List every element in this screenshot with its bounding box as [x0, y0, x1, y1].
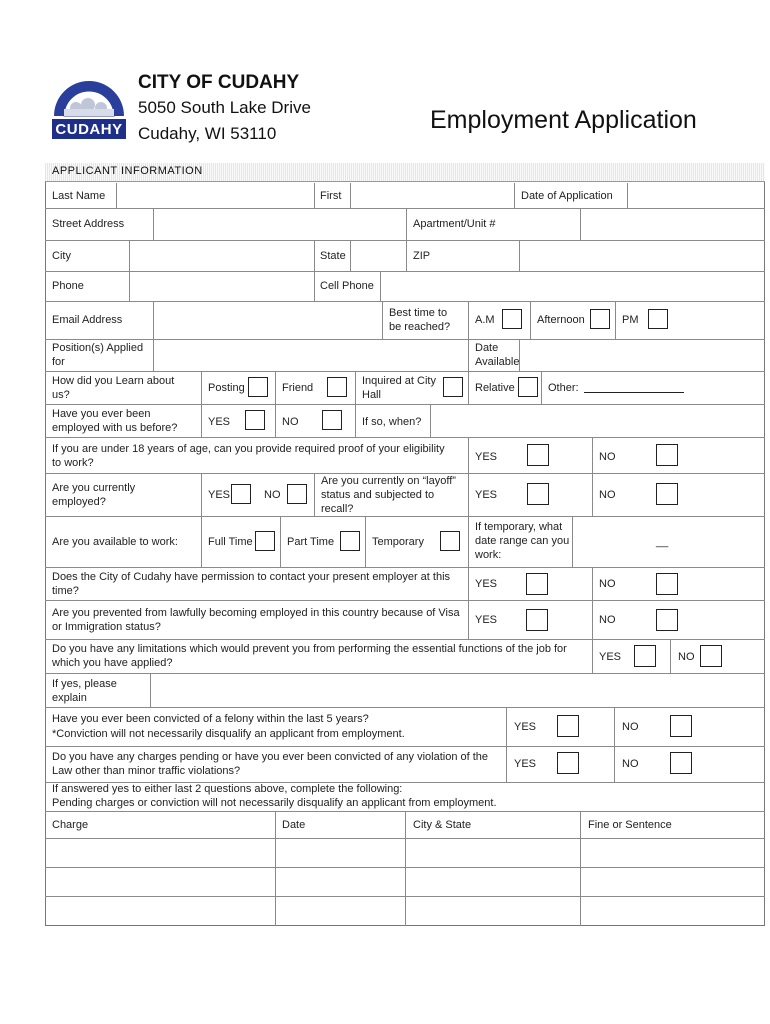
relative-checkbox[interactable] — [518, 377, 538, 397]
street-address-input[interactable] — [156, 217, 406, 231]
last-name-label: Last Name — [52, 190, 106, 202]
under-18-yes-checkbox[interactable] — [527, 444, 549, 466]
prevented-visa-no-checkbox[interactable] — [656, 609, 678, 631]
posting-label: Posting — [208, 382, 245, 394]
table-header-charge: Charge — [52, 819, 89, 831]
limitations-label: Do you have any limitations which would prevent you from performing the essential functions of the job for which you have applied? — [52, 643, 567, 669]
felony-no-label: NO — [622, 721, 639, 733]
learn-about-label: How did you Learn about us? — [52, 375, 175, 401]
employed-before-label: Have you ever been employed with us before? — [52, 408, 178, 434]
street-address-label: Street Address — [52, 218, 125, 230]
charge-row-1[interactable] — [46, 840, 764, 866]
answered-yes-instruction: If answered yes to either last 2 questions above, complete the following: — [52, 783, 403, 795]
under-18-no-checkbox[interactable] — [656, 444, 678, 466]
inquired-city-hall-checkbox[interactable] — [443, 377, 463, 397]
layoff-label: Are you currently on “layoff” status and subjected to recall? — [321, 475, 456, 515]
part-time-checkbox[interactable] — [340, 531, 360, 551]
other-label: Other: — [548, 382, 579, 394]
felony-yes-label: YES — [514, 721, 537, 733]
under-18-no-label: NO — [599, 451, 616, 463]
permission-contact-no-checkbox[interactable] — [656, 573, 678, 595]
other-input-line[interactable] — [584, 392, 684, 393]
charge-row-2[interactable] — [46, 869, 764, 895]
email-address-label: Email Address — [52, 314, 123, 326]
employed-before-no-label: NO — [282, 416, 299, 428]
table-header-date: Date — [282, 819, 306, 831]
permission-contact-yes-checkbox[interactable] — [526, 573, 548, 595]
apartment-unit-label: Apartment/Unit # — [413, 218, 496, 230]
employed-before-yes-checkbox[interactable] — [245, 410, 265, 430]
last-name-input[interactable] — [118, 188, 314, 202]
address-line-1: 5050 South Lake Drive — [138, 98, 311, 117]
charges-pending-yes-checkbox[interactable] — [557, 752, 579, 774]
if-yes-explain-input[interactable] — [153, 683, 758, 697]
cell-phone-label: Cell Phone — [320, 280, 374, 292]
cell-phone-input[interactable] — [383, 279, 758, 293]
state-input[interactable] — [352, 249, 402, 263]
section-header — [45, 163, 765, 182]
limitations-yes-label: YES — [599, 651, 622, 663]
state-label: State — [320, 250, 346, 262]
logo-text: CUDAHY — [55, 121, 123, 138]
org-name: CITY OF CUDAHY — [138, 72, 300, 93]
address-line-2: Cudahy, WI 53110 — [138, 124, 277, 143]
under-18-label: If you are under 18 years of age, can you provide required proof of your eligibility to work? — [52, 443, 445, 469]
charges-pending-label: Do you have any charges pending or have you ever been convicted of any violation of the Law other than minor traffic violations? — [52, 751, 489, 777]
charge-row-3[interactable] — [46, 898, 764, 924]
city-label: City — [52, 250, 71, 262]
felony-yes-checkbox[interactable] — [557, 715, 579, 737]
prevented-visa-yes-label: YES — [475, 614, 498, 626]
prevented-visa-yes-checkbox[interactable] — [526, 609, 548, 631]
felony-note: *Conviction will not necessarily disqualify an applicant from employment. — [52, 728, 405, 740]
table-header-city-state: City & State — [413, 819, 472, 831]
first-name-input[interactable] — [352, 188, 512, 202]
best-time-label: Best time to be reached? — [389, 307, 451, 333]
layoff-yes-label: YES — [475, 489, 498, 501]
pending-note: Pending charges or conviction will not necessarily disqualify an applicant from employment. — [52, 797, 497, 809]
date-of-application-input[interactable] — [629, 188, 759, 202]
permission-contact-no-label: NO — [599, 578, 616, 590]
table-header-fine: Fine or Sentence — [588, 819, 672, 831]
date-available-label: Date Available — [475, 342, 520, 368]
email-address-input[interactable] — [156, 313, 380, 327]
temp-range-input[interactable]: __ — [656, 536, 669, 548]
currently-employed-label: Are you currently employed? — [52, 482, 136, 508]
currently-employed-yes-label: YES — [208, 489, 231, 501]
zip-input[interactable] — [522, 249, 757, 263]
part-time-label: Part Time — [287, 536, 335, 548]
if-so-when-input[interactable] — [433, 414, 758, 428]
if-yes-explain-label: If yes, please explain — [52, 678, 117, 704]
available-to-work-label: Are you available to work: — [52, 536, 178, 548]
city-input[interactable] — [132, 249, 312, 263]
charges-pending-no-label: NO — [622, 758, 639, 770]
limitations-no-label: NO — [678, 651, 695, 663]
am-checkbox[interactable] — [502, 309, 522, 329]
felony-no-checkbox[interactable] — [670, 715, 692, 737]
phone-label: Phone — [52, 280, 84, 292]
positions-applied-label: Position(s) Applied for — [52, 342, 144, 368]
layoff-no-checkbox[interactable] — [656, 483, 678, 505]
date-available-input[interactable] — [522, 348, 757, 362]
zip-label: ZIP — [413, 250, 431, 262]
limitations-yes-checkbox[interactable] — [634, 645, 656, 667]
posting-checkbox[interactable] — [248, 377, 268, 397]
inquired-city-hall-label: Inquired at City Hall — [362, 375, 436, 401]
charges-pending-yes-label: YES — [514, 758, 537, 770]
employed-before-yes-label: YES — [208, 416, 231, 428]
prevented-visa-label: Are you prevented from lawfully becoming employed in this country because of Visa or Immigration status? — [52, 607, 460, 633]
permission-contact-yes-label: YES — [475, 578, 498, 590]
employed-before-no-checkbox[interactable] — [322, 410, 342, 430]
permission-contact-label: Does the City of Cudahy have permission to contact your present employer at this time? — [52, 571, 451, 597]
temporary-label: Temporary — [372, 536, 424, 548]
afternoon-label: Afternoon — [537, 314, 585, 326]
apartment-unit-input[interactable] — [583, 217, 758, 231]
city-logo — [50, 72, 128, 144]
phone-input[interactable] — [132, 279, 312, 293]
temporary-checkbox[interactable] — [440, 531, 460, 551]
if-so-when-label: If so, when? — [362, 416, 422, 428]
layoff-yes-checkbox[interactable] — [527, 483, 549, 505]
full-time-label: Full Time — [208, 536, 253, 548]
currently-employed-no-label: NO — [264, 489, 281, 501]
currently-employed-no-checkbox[interactable] — [287, 484, 307, 504]
section-title: APPLICANT INFORMATION — [52, 165, 203, 177]
document-title: Employment Application — [430, 106, 697, 134]
layoff-no-label: NO — [599, 489, 616, 501]
under-18-yes-label: YES — [475, 451, 498, 463]
pm-label: PM — [622, 314, 639, 326]
friend-checkbox[interactable] — [327, 377, 347, 397]
currently-employed-yes-checkbox[interactable] — [231, 484, 251, 504]
am-label: A.M — [475, 314, 495, 326]
relative-label: Relative — [475, 382, 515, 394]
first-name-label: First — [320, 190, 342, 202]
full-time-checkbox[interactable] — [255, 531, 275, 551]
positions-applied-input[interactable] — [156, 348, 466, 362]
friend-label: Friend — [282, 382, 314, 394]
afternoon-checkbox[interactable] — [590, 309, 610, 329]
date-of-application-label: Date of Application — [521, 190, 613, 202]
felony-label: Have you ever been convicted of a felony within the last 5 years? — [52, 713, 369, 725]
charges-pending-no-checkbox[interactable] — [670, 752, 692, 774]
temp-range-label: If temporary, what date range can you work: — [475, 521, 570, 561]
limitations-no-checkbox[interactable] — [700, 645, 722, 667]
pm-checkbox[interactable] — [648, 309, 668, 329]
prevented-visa-no-label: NO — [599, 614, 616, 626]
